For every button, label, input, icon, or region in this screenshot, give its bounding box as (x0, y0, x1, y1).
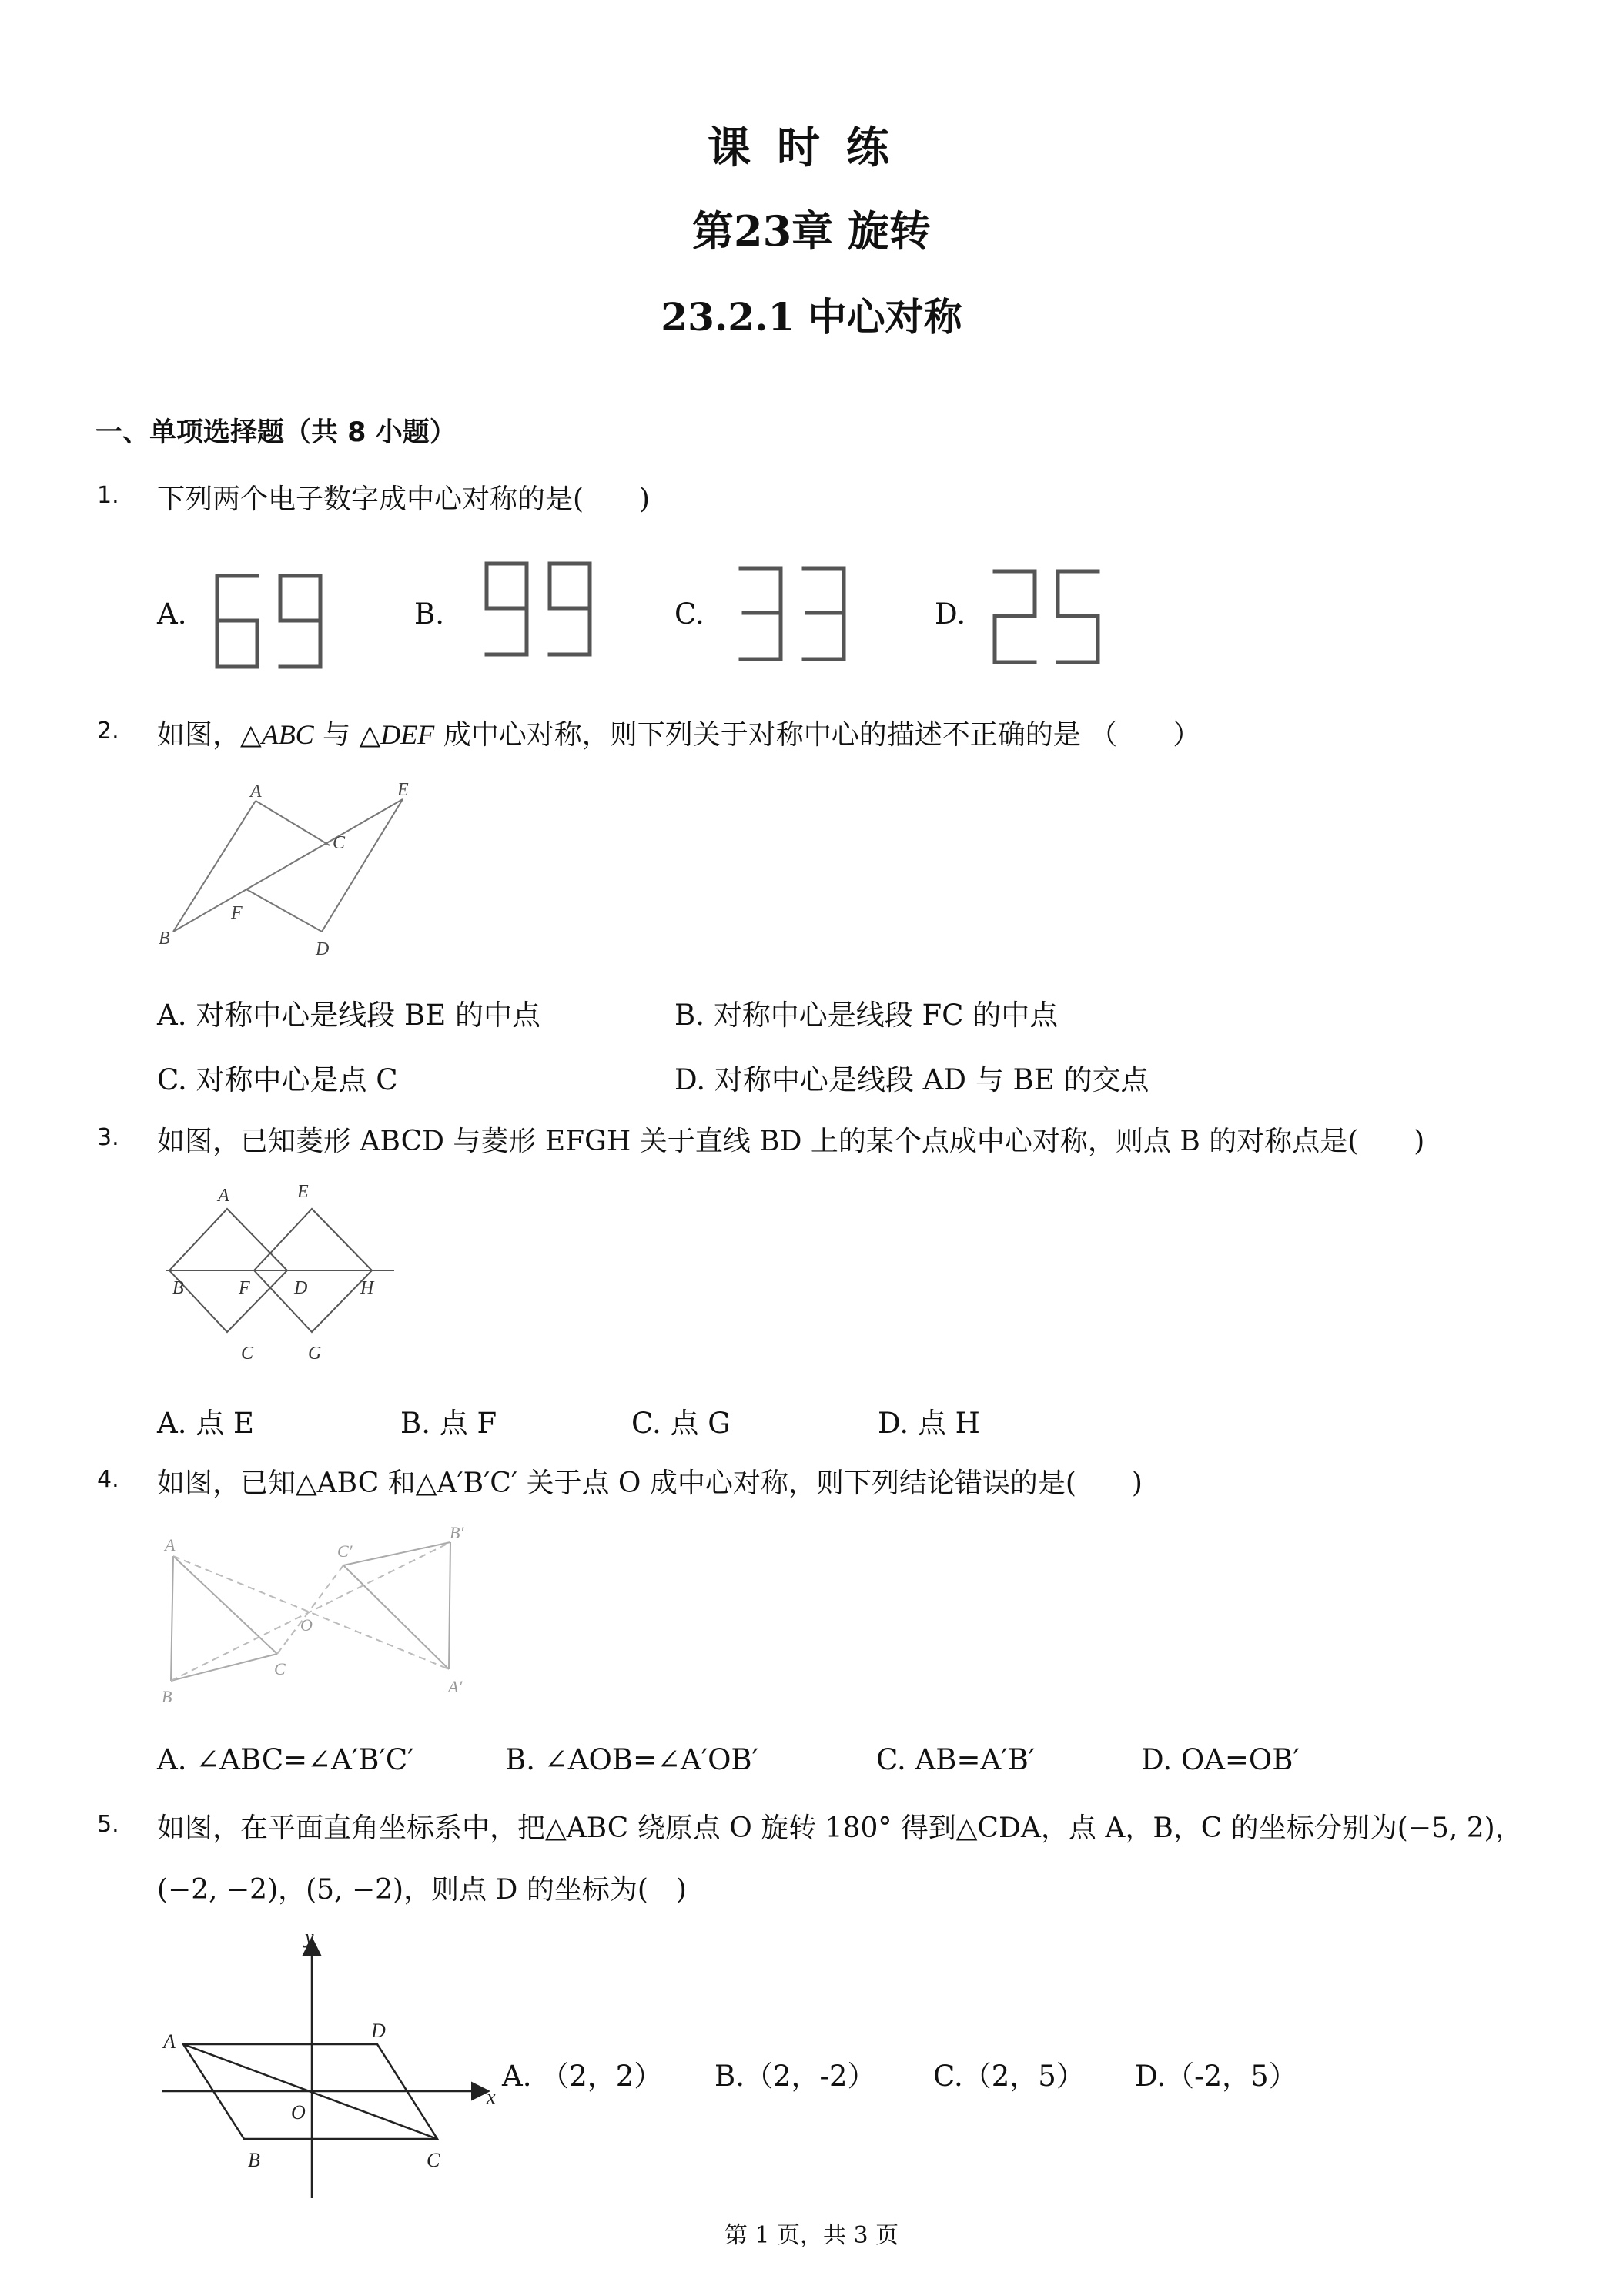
q5-label-b: B (248, 2149, 260, 2171)
q5-option-b: B.（2，-2） (714, 2060, 876, 2093)
q1-option-a-label: A. (157, 597, 187, 631)
q1-digit-figures (208, 554, 1132, 678)
q3-option-d: D. 点 H (878, 1407, 980, 1440)
q4-label-b-prime: B′ (450, 1523, 464, 1542)
q2-triangle-abc: △ABC (240, 719, 314, 750)
q5-label-x: x (487, 2086, 496, 2108)
q3-figure (154, 1170, 408, 1378)
q2-option-c: C. 对称中心是点 C (157, 1063, 398, 1096)
q5-number: 5. (97, 1811, 119, 1838)
q5-label-o: O (291, 2101, 306, 2124)
q4-label-c: C (274, 1659, 286, 1678)
q2-text: 如图，△ABC 与 △DEF 成中心对称，则下列关于对称中心的描述不正确的是 （ ） (157, 719, 1201, 751)
q3-option-a: A. 点 E (157, 1407, 255, 1440)
q2-option-d: D. 对称中心是线段 AD 与 BE 的交点 (674, 1063, 1149, 1096)
section-title: 23.2.1 中心对称 (661, 294, 962, 340)
q3-label-f: F (239, 1278, 250, 1298)
q5-option-c: C.（2，5） (933, 2060, 1085, 2093)
q3-label-b: B (172, 1278, 184, 1298)
q4-option-a: A. ∠ABC=∠A′B′C′ (157, 1743, 414, 1776)
q3-option-c: C. 点 G (631, 1407, 731, 1440)
q5-option-a: A. （2，2） (502, 2060, 663, 2093)
q5-figure (154, 1925, 508, 2210)
q2-number: 2. (97, 718, 119, 745)
q5-text-line2: (−2, −2)，(5, −2)，则点 D 的坐标为( ) (157, 1874, 687, 1906)
q1-option-d-label: D. (935, 597, 966, 631)
q5-option-d: D.（-2，5） (1135, 2060, 1297, 2093)
q5-label-a: A (163, 2030, 176, 2053)
q2-option-b: B. 对称中心是线段 FC 的中点 (674, 999, 1059, 1032)
q4-label-b: B (162, 1687, 172, 1706)
q1-option-c-label: C. (674, 597, 704, 631)
q1-digits-99 (487, 564, 590, 654)
q4-label-a: A (165, 1535, 176, 1555)
q1-text: 下列两个电子数字成中心对称的是( ) (157, 484, 651, 515)
q4-number: 4. (97, 1466, 119, 1493)
section-heading: 一、单项选择题（共 8 小题） (95, 417, 457, 448)
q5-label-c: C (427, 2149, 440, 2171)
q1-number: 1. (97, 482, 119, 509)
q5-text-line1: 如图，在平面直角坐标系中，把△ABC 绕原点 O 旋转 180° 得到△CDA，点 A，B，C 的坐标分别为(−5, 2)， (157, 1812, 1523, 1844)
q4-figure (154, 1523, 485, 1715)
q2-label-c: C (333, 833, 346, 853)
q3-option-b: B. 点 F (400, 1407, 497, 1440)
q4-label-c-prime: C′ (337, 1541, 353, 1561)
q2-label-d: D (316, 939, 330, 959)
q2-label-e: E (397, 780, 409, 800)
q4-label-a-prime: A′ (448, 1677, 463, 1696)
q1-digits-25 (995, 571, 1098, 662)
q3-label-c: C (241, 1344, 254, 1364)
q3-label-e: E (297, 1182, 309, 1202)
q2-label-f: F (231, 903, 243, 923)
q4-option-d: D. OA=OB′ (1141, 1743, 1300, 1776)
q2-label-b: B (159, 929, 170, 949)
q3-text: 如图，已知菱形 ABCD 与菱形 EFGH 关于直线 BD 上的某个点成中心对称，则点 B 的对称点是( ) (157, 1126, 1425, 1157)
q2-option-a: A. 对称中心是线段 BE 的中点 (157, 999, 540, 1032)
q3-label-a: A (218, 1186, 229, 1206)
q2-label-a: A (250, 782, 262, 802)
q4-option-b: B. ∠AOB=∠A′OB′ (505, 1743, 759, 1776)
q5-label-y: y (305, 1926, 314, 1948)
q4-text: 如图，已知△ABC 和△A′B′C′ 关于点 O 成中心对称，则下列结论错误的是( ) (157, 1468, 1143, 1499)
q3-label-h: H (360, 1278, 374, 1298)
q1-option-b-label: B. (414, 597, 444, 631)
q3-label-g: G (308, 1344, 322, 1364)
q4-label-o: O (300, 1615, 313, 1635)
worksheet-title: 课时练 (708, 122, 915, 173)
chapter-title: 第23章 旋转 (692, 206, 931, 256)
q2-figure (154, 778, 431, 970)
q1-digits-69 (217, 576, 320, 667)
q1-digits-33 (741, 568, 844, 659)
q3-label-d: D (294, 1278, 308, 1298)
q4-option-c: C. AB=A′B′ (876, 1743, 1036, 1776)
page-footer: 第 1 页，共 3 页 (724, 2222, 899, 2249)
q5-label-d: D (371, 2020, 386, 2042)
q3-number: 3. (97, 1124, 119, 1151)
q2-triangle-def: △DEF (359, 719, 435, 750)
